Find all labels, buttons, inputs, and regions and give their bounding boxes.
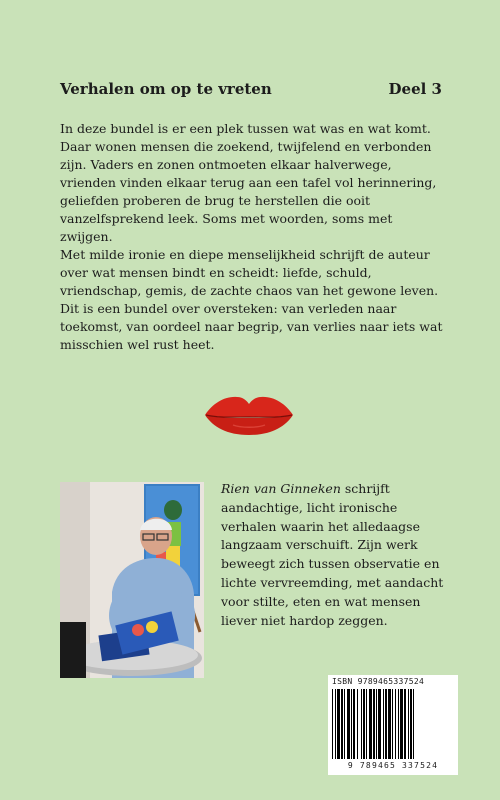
blurb-paragraph-2: Met milde ironie en diepe menselijkheid schrijft de auteur over wat mensen bindt en scheidt: liefde, schuld, vriendschap, gemis, de zachte chaos van het gewone leven. Dit is een bundel over oversteken: van verleden naar toekomst, van oordeel naar begrip, van verlies naar iets wat misschien wel rust heet. xyxy=(60,247,443,352)
barcode-bar xyxy=(332,689,333,759)
volume-label: Deel 3 xyxy=(388,80,442,98)
barcode-bar xyxy=(398,689,399,759)
barcode-bar xyxy=(335,689,336,759)
author-photo xyxy=(60,482,204,678)
barcode-bar xyxy=(357,689,358,759)
barcode-bar xyxy=(408,689,409,759)
barcode-bar xyxy=(378,689,381,759)
author-bio-text: schrijft aandachtige, licht ironische verhalen waarin het alledaagse langzaam verschuift. Zijn werk beweegt zich tussen observatie en lichte vervreemding, met aandacht voor stilte, eten en wat mensen liever niet hardop zeggen. xyxy=(221,481,444,628)
barcode-icon xyxy=(328,675,458,775)
barcode-bar xyxy=(373,689,375,759)
barcode-bar xyxy=(366,689,367,759)
barcode-bar xyxy=(363,689,365,759)
barcode-bar xyxy=(337,689,340,759)
barcode-bar xyxy=(392,689,393,759)
author-bio xyxy=(221,480,446,630)
barcode-bar xyxy=(351,689,352,759)
book-title: Verhalen om op te vreten xyxy=(60,80,272,98)
barcode-bar xyxy=(369,689,372,759)
barcode-bar xyxy=(383,689,384,759)
barcode-digits: 9 789465 337524 xyxy=(347,761,439,770)
barcode-bars xyxy=(332,689,454,759)
blurb-text xyxy=(60,120,445,354)
barcode-bar xyxy=(353,689,355,759)
barcode-bar xyxy=(400,689,403,759)
isbn-label: ISBN 9789465337524 xyxy=(332,677,425,686)
barcode-bar xyxy=(341,689,343,759)
barcode-bar xyxy=(404,689,406,759)
blurb-paragraph-1: In deze bundel is er een plek tussen wat was en wat komt. Daar wonen mensen die zoekend, twijfelend en verbonden zijn. Vaders en zonen ontmoeten elkaar halverwege, vrienden vinden elkaar terug aan een tafel vol herinnering, geliefden proberen de brug te herstellen die ooit vanzelfsprekend leek. Soms met woorden, soms met zwijgen. xyxy=(60,121,437,244)
barcode-bar xyxy=(376,689,377,759)
cover-header xyxy=(60,80,442,98)
lips-icon xyxy=(203,393,295,437)
barcode-bar xyxy=(388,689,391,759)
barcode-bar xyxy=(361,689,362,759)
barcode-bar xyxy=(344,689,345,759)
barcode-bar xyxy=(385,689,387,759)
barcode-bar xyxy=(347,689,350,759)
barcode-bar xyxy=(395,689,396,759)
barcode-bar xyxy=(413,689,414,759)
barcode-bar xyxy=(410,689,412,759)
author-name: Rien van Ginneken xyxy=(221,481,341,496)
